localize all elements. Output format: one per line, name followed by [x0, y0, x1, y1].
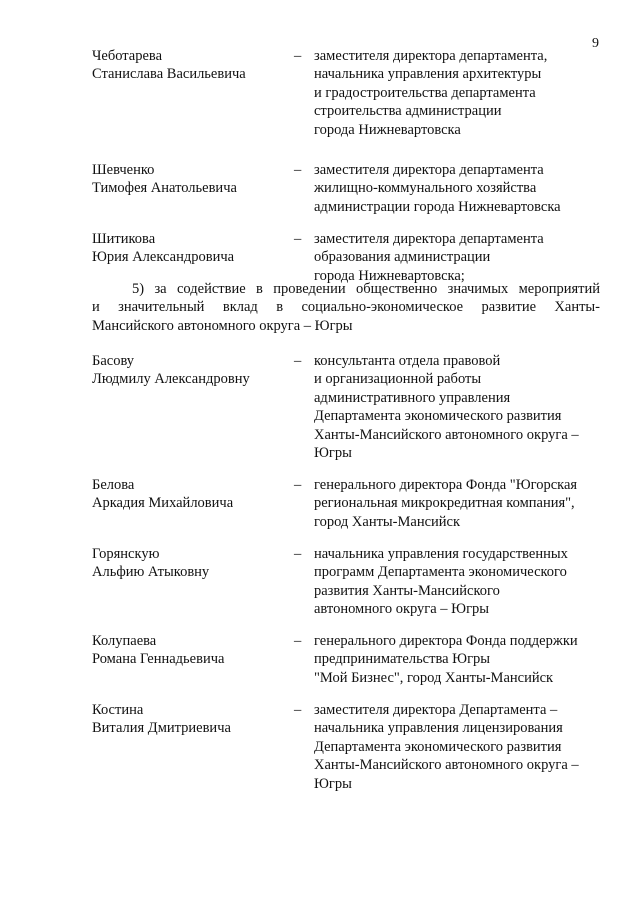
person-role: [314, 161, 614, 216]
entry-dash: –: [294, 702, 302, 718]
entry-dash: –: [294, 353, 302, 369]
person-role: [314, 545, 614, 619]
role-line: администрации города Нижневартовска: [314, 198, 561, 215]
role-line: Департамента экономического развития: [314, 738, 562, 755]
entry-dash: –: [294, 477, 302, 493]
role-line: города Нижневартовска: [314, 121, 461, 138]
person-surname: Белова: [92, 477, 135, 493]
entry-dash: –: [294, 633, 302, 649]
role-line: начальника управления лицензирования: [314, 720, 563, 737]
entry-dash: –: [294, 48, 302, 64]
role-line: региональная микрокредитная компания",: [314, 495, 575, 512]
role-line: Югры: [314, 775, 352, 792]
person-given-names: Аркадия Михайловича: [92, 495, 234, 512]
role-line: строительства администрации: [314, 103, 502, 120]
role-line: город Ханты-Мансийск: [314, 513, 461, 530]
person-entry-goryanskaya: [92, 545, 612, 645]
role-line: генерального директора Фонда "Югорская: [314, 477, 578, 493]
role-line: и организационной работы: [314, 371, 482, 388]
person-surname: Костина: [92, 702, 144, 718]
role-line: автономного округа – Югры: [314, 601, 490, 618]
role-line: развития Ханты-Мансийского: [314, 582, 500, 599]
person-role: [314, 230, 614, 285]
role-line: "Мой Бизнес", город Ханты-Мансийск: [314, 669, 554, 686]
person-given-names: Романа Геннадьевича: [92, 651, 225, 668]
person-given-names: Людмилу Александровну: [92, 371, 250, 388]
person-surname: Горянскую: [92, 546, 160, 562]
entry-dash: –: [294, 162, 302, 178]
role-line: заместителя директора департамента: [314, 162, 544, 178]
role-line: начальника управления государственных: [314, 546, 568, 562]
role-line: образования администрации: [314, 249, 491, 266]
paragraph-line: Мансийского автономного округа – Югры: [92, 317, 353, 334]
paragraph-line: и значительный вклад в социально-экономическое развитие Ханты-: [92, 299, 600, 316]
role-line: города Нижневартовска;: [314, 267, 465, 284]
person-given-names: Станислава Васильевича: [92, 66, 246, 83]
person-role: [314, 701, 614, 793]
person-surname: Чеботарева: [92, 48, 163, 64]
person-role: [314, 352, 614, 462]
person-role: [314, 476, 614, 531]
person-entry-basova: [92, 352, 612, 462]
person-surname: Шитикова: [92, 231, 156, 247]
person-given-names: Юрия Александровича: [92, 249, 235, 266]
role-line: начальника управления архитектуры: [314, 66, 542, 83]
role-line: заместителя директора департамента,: [314, 48, 548, 64]
page-number: 9: [592, 36, 599, 51]
person-role: [314, 47, 614, 139]
person-surname: Басову: [92, 353, 135, 369]
person-given-names: Альфию Атыковну: [92, 564, 210, 581]
role-line: Ханты-Мансийского автономного округа –: [314, 426, 579, 443]
role-line: административного управления: [314, 389, 511, 406]
role-line: программ Департамента экономического: [314, 564, 567, 581]
person-entry-chebotarev: [92, 47, 612, 147]
role-line: Югры: [314, 445, 352, 462]
role-line: предпринимательства Югры: [314, 651, 491, 668]
person-role: [314, 632, 614, 687]
role-line: Ханты-Мансийского автономного округа –: [314, 757, 579, 774]
person-entry-kostin: [92, 701, 612, 801]
person-surname: Шевченко: [92, 162, 155, 178]
role-line: и градостроительства департамента: [314, 84, 536, 101]
role-line: заместителя директора департамента: [314, 231, 544, 247]
paragraph-line: 5) за содействие в проведении общественно значимых мероприятий: [132, 281, 600, 297]
person-given-names: Виталия Дмитриевича: [92, 720, 231, 737]
role-line: заместителя директора Департамента –: [314, 702, 558, 718]
person-surname: Колупаева: [92, 633, 157, 649]
award-paragraph: [92, 280, 600, 335]
role-line: Департамента экономического развития: [314, 408, 562, 425]
entry-dash: –: [294, 231, 302, 247]
role-line: генерального директора Фонда поддержки: [314, 633, 578, 649]
entry-dash: –: [294, 546, 302, 562]
role-line: консультанта отдела правовой: [314, 353, 501, 369]
role-line: жилищно-коммунального хозяйства: [314, 180, 537, 197]
person-given-names: Тимофея Анатольевича: [92, 180, 237, 197]
